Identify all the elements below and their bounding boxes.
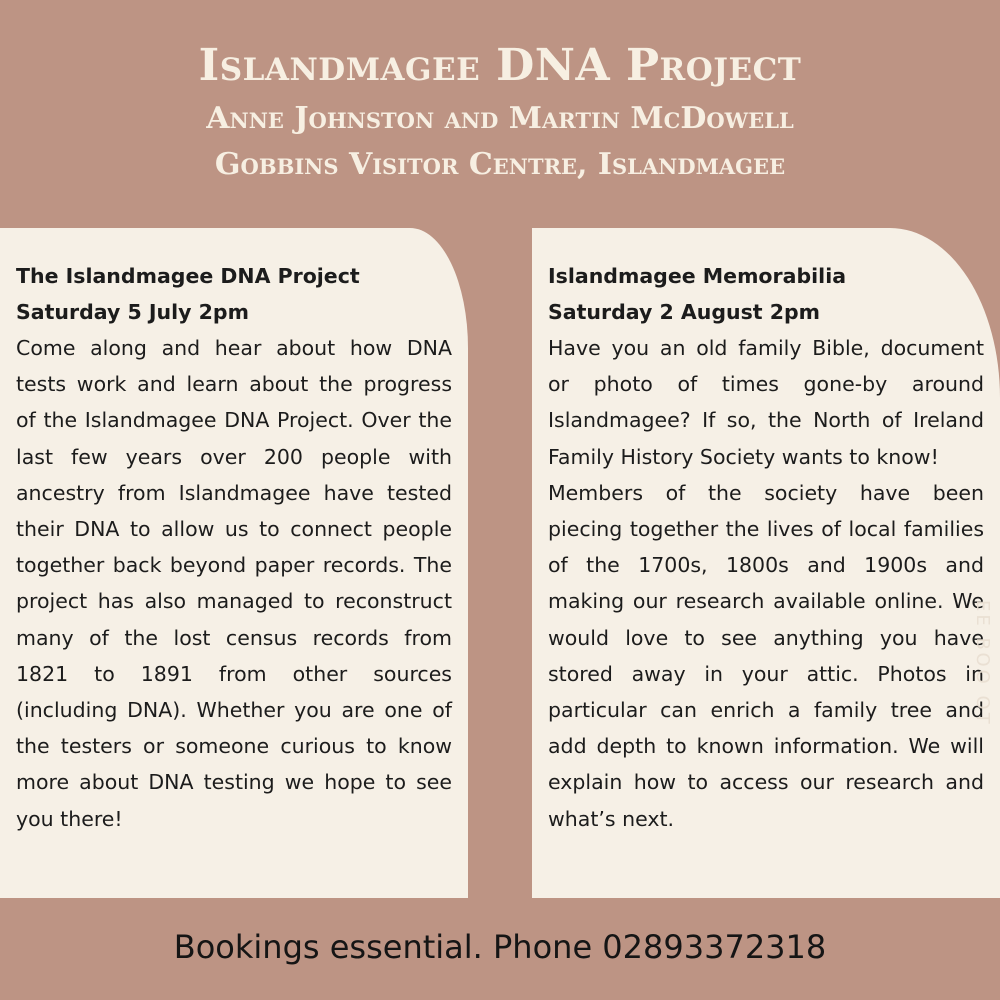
event-paragraph: Members of the society have been piecing together the lives of local families of the 1700s, 1800s and 1900s and making our research available online. We would love to see anything you have stored away in your attic. Photos in particular can enrich a family tree and add depth to known information. We will explain how to access our research and what’s next. xyxy=(548,480,984,831)
event-description xyxy=(548,330,984,837)
event-panel-memorabilia xyxy=(532,228,1000,898)
speakers-subtitle: Anne Johnston and Martin McDowell xyxy=(206,101,794,136)
event-title: Islandmagee Memorabilia xyxy=(548,264,847,288)
event-date: Saturday 2 August 2pm xyxy=(548,300,821,324)
watermark: EE BOO OT xyxy=(972,600,993,727)
event-description xyxy=(16,330,452,837)
event-date: Saturday 5 July 2pm xyxy=(16,300,249,324)
venue-subtitle: Gobbins Visitor Centre, Islandmagee xyxy=(214,147,786,182)
event-paragraph: Have you an old family Bible, document or photo of times gone-by around Islandmagee? If so, the North of Ireland Family History Society wants to know! xyxy=(548,336,984,469)
page-title: Islandmagee DNA Project xyxy=(198,40,802,91)
event-paragraph: Come along and hear about how DNA tests work and learn about the progress of the Islandmagee DNA Project. Over the last few years over 200 people with ancestry from Islandmagee have tested their DNA to allow us to connect people together back beyond paper records. The project has also managed to reconstruct many of the lost census records from 1821 to 1891 from other sources (including DNA). Whether you are one of the testers or someone curious to know more about DNA testing we hope to see you there! xyxy=(16,336,452,831)
bookings-footer: Bookings essential. Phone 02893372318 xyxy=(173,928,827,966)
event-panel-dna-project xyxy=(0,228,468,898)
event-title: The Islandmagee DNA Project xyxy=(16,264,360,288)
header xyxy=(0,36,1000,188)
